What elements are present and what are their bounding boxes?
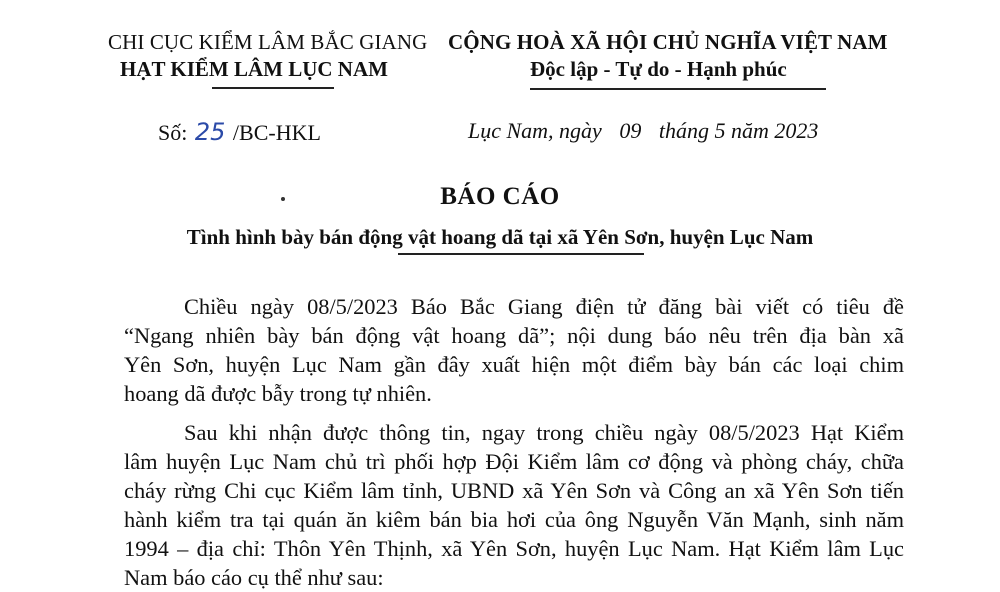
document-title: BÁO CÁO (440, 183, 560, 210)
document-subtitle: Tình hình bày bán động vật hoang dã tại xã Yên Sơn, huyện Lục Nam (186, 225, 814, 249)
document-number (158, 118, 321, 146)
paragraph-line: lâm huyện Lục Nam chủ trì phối hợp Đội Kiểm lâm cơ động và phòng cháy, chữa (124, 449, 904, 474)
paragraph-2 (124, 418, 904, 592)
date-day: 09 (619, 118, 642, 143)
paragraph-line: cháy rừng Chi cục Kiểm lâm tỉnh, UBND xã Yên Sơn và Công an xã Yên Sơn tiến (124, 478, 904, 503)
date-month-label: tháng (658, 118, 709, 143)
paragraph-line: 1994 – địa chỉ: Thôn Yên Thịnh, xã Yên Sơn, huyện Lục Nam. Hạt Kiểm lâm Lục (124, 536, 904, 561)
agency-name: HẠT KIỂM LÂM LỤC NAM (120, 57, 388, 81)
paragraph-line: “Ngang nhiên bày bán động vật hoang dã”; nội dung báo nêu trên địa bàn xã (124, 323, 904, 348)
date-year: 2023 (774, 118, 819, 143)
document-number-value: 25 (194, 118, 226, 146)
document-number-label: Số: (158, 120, 188, 145)
paragraph-line: hoang dã được bẫy trong tự nhiên. (124, 381, 432, 406)
date-year-label: năm (730, 118, 769, 143)
subtitle-underline (398, 253, 644, 255)
document-number-suffix: /BC-HKL (232, 120, 321, 145)
document-date (468, 118, 818, 144)
paragraph-line: Chiều ngày 08/5/2023 Báo Bắc Giang điện tử đăng bài viết có tiêu đề (184, 294, 904, 319)
agency-underline (212, 87, 334, 89)
national-motto: Độc lập - Tự do - Hạnh phúc (530, 57, 787, 81)
agency-parent: CHI CỤC KIỂM LÂM BẮC GIANG (108, 30, 428, 54)
paragraph-line: Sau khi nhận được thông tin, ngay trong chiều ngày 08/5/2023 Hạt Kiểm (184, 420, 904, 445)
date-month: 5 (714, 118, 726, 143)
date-place: Lục Nam, ngày (468, 118, 602, 143)
country-name: CỘNG HOÀ XÃ HỘI CHỦ NGHĨA VIỆT NAM (448, 30, 888, 54)
paragraph-line: hành kiểm tra tại quán ăn kiêm bán bia hơi của ông Nguyễn Văn Mạnh, sinh năm (124, 507, 904, 532)
motto-underline (530, 88, 826, 90)
paragraph-line: Nam báo cáo cụ thể như sau: (124, 565, 384, 590)
paragraph-1 (124, 292, 904, 408)
paragraph-line: Yên Sơn, huyện Lục Nam gần đây xuất hiện một điểm bày bán các loại chim (124, 352, 904, 377)
